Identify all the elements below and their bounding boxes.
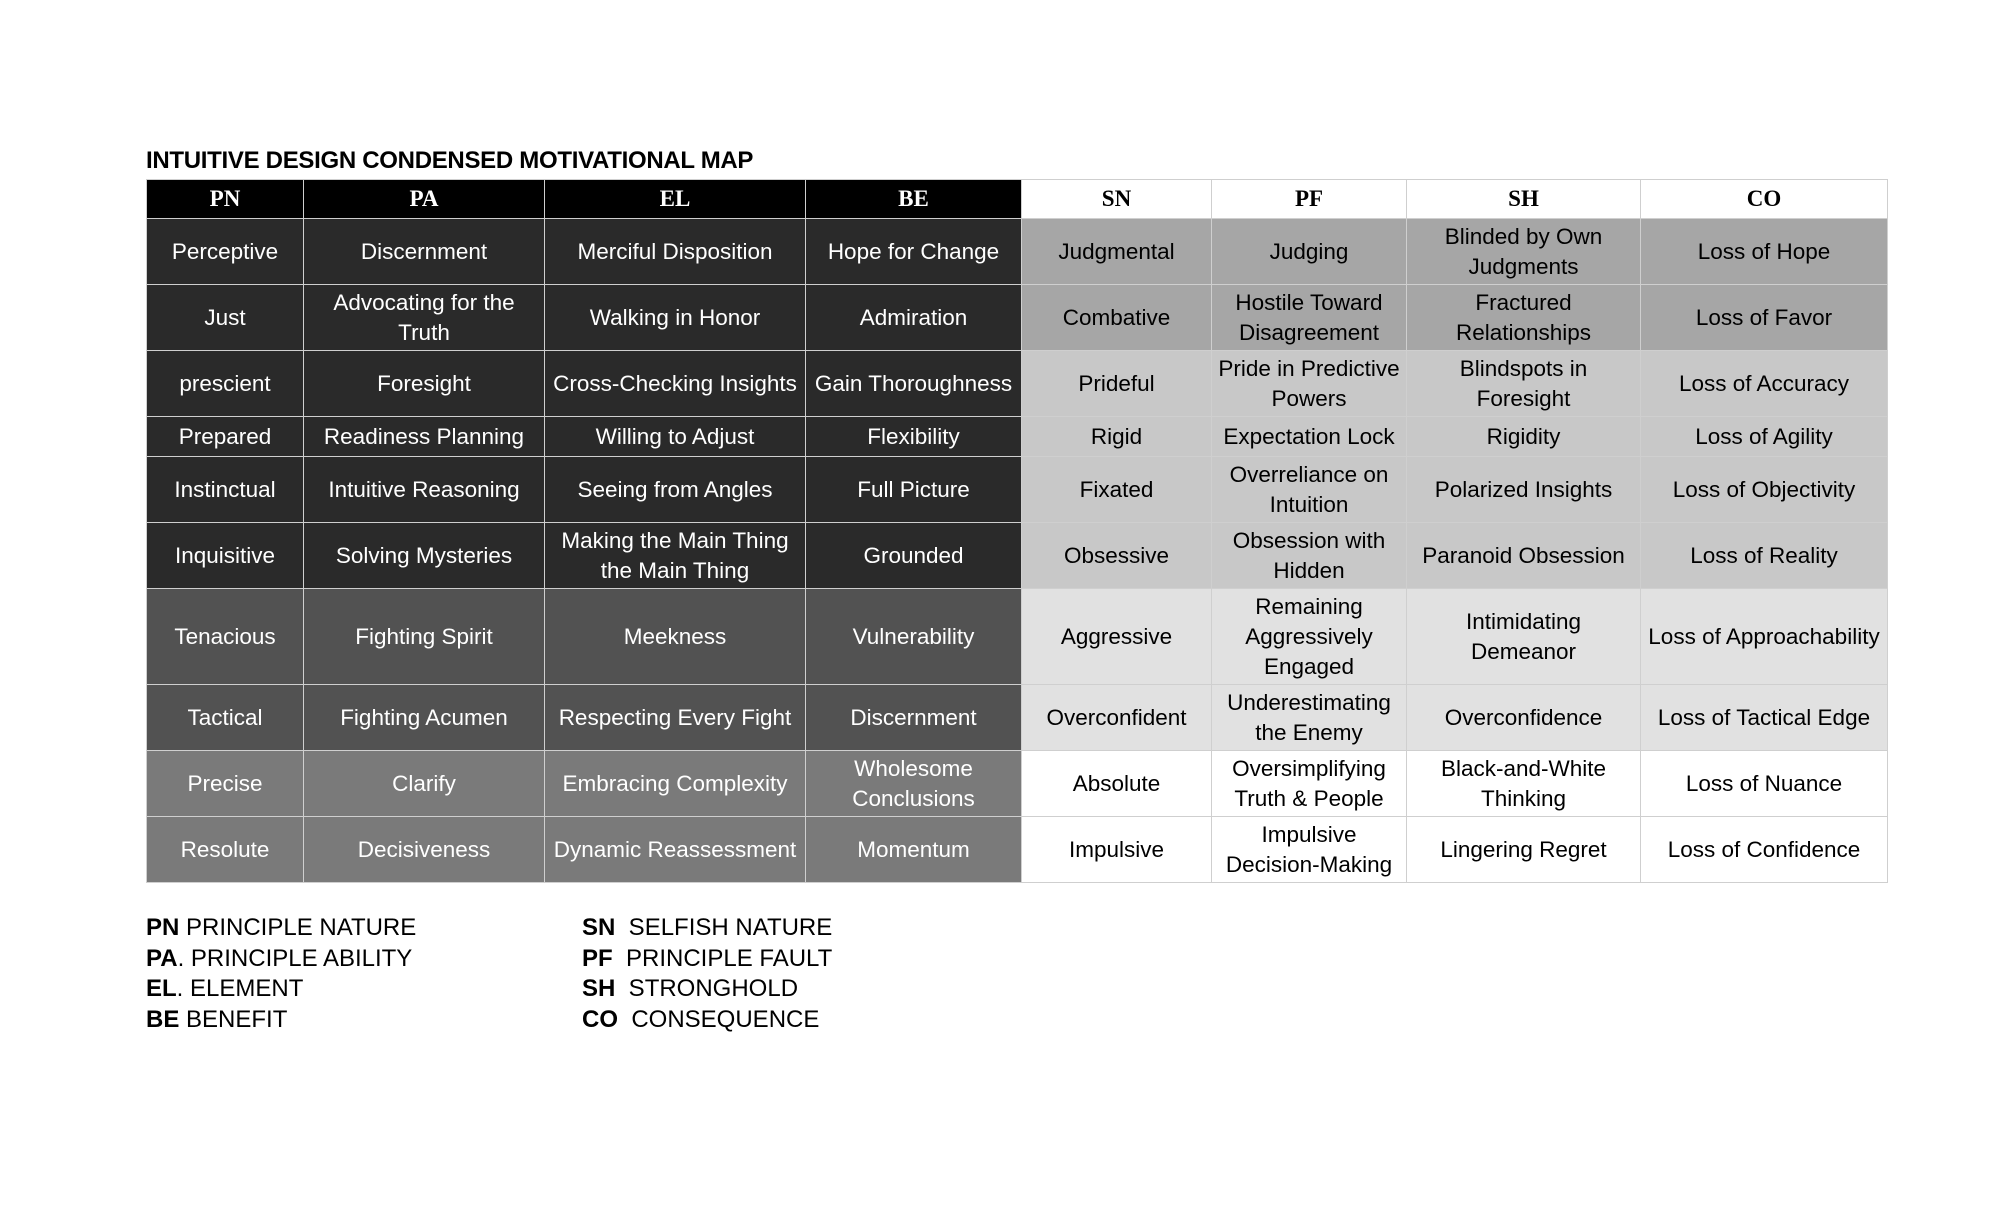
table-row bbox=[147, 285, 1888, 351]
legend-description: BENEFIT bbox=[179, 1005, 288, 1033]
legend-item bbox=[146, 974, 416, 1005]
legend-description: STRONGHOLD bbox=[615, 975, 799, 1002]
table-cell-pa: Advocating for the Truth bbox=[304, 285, 545, 351]
table-cell-el: Dynamic Reassessment bbox=[545, 817, 806, 883]
table-cell-sn: Combative bbox=[1022, 285, 1212, 351]
table-cell-sh: Lingering Regret bbox=[1407, 817, 1641, 883]
table-cell-sh: Polarized Insights bbox=[1407, 457, 1641, 523]
table-cell-pa: Decisiveness bbox=[304, 817, 545, 883]
table-cell-sh: Overconfidence bbox=[1407, 685, 1641, 751]
table-cell-pa: Intuitive Reasoning bbox=[304, 457, 545, 523]
table-cell-sh: Black-and-White Thinking bbox=[1407, 751, 1641, 817]
legend-right bbox=[582, 913, 832, 1035]
table-cell-co: Loss of Confidence bbox=[1641, 817, 1888, 883]
table-cell-pn: Perceptive bbox=[147, 219, 304, 285]
header-row bbox=[147, 180, 1888, 219]
table-cell-pf: Obsession with Hidden bbox=[1212, 523, 1407, 589]
table-cell-be: Wholesome Conclusions bbox=[806, 751, 1022, 817]
table-cell-co: Loss of Hope bbox=[1641, 219, 1888, 285]
legend-description: CONSEQUENCE bbox=[618, 1005, 820, 1033]
table-cell-el: Cross-Checking Insights bbox=[545, 351, 806, 417]
table-row bbox=[147, 685, 1888, 751]
table-cell-pa: Discernment bbox=[304, 219, 545, 285]
table-row bbox=[147, 417, 1888, 457]
table-cell-be: Momentum bbox=[806, 817, 1022, 883]
table-cell-sh: Intimidating Demeanor bbox=[1407, 589, 1641, 685]
table-cell-be: Vulnerability bbox=[806, 589, 1022, 685]
legend-left bbox=[146, 913, 416, 1035]
page-title: INTUITIVE DESIGN CONDENSED MOTIVATIONAL MAP bbox=[146, 147, 754, 174]
table-cell-co: Loss of Reality bbox=[1641, 523, 1888, 589]
legend-item bbox=[582, 1005, 832, 1036]
legend-abbreviation: PF bbox=[582, 944, 613, 972]
table-cell-el: Willing to Adjust bbox=[545, 417, 806, 457]
table-row bbox=[147, 589, 1888, 685]
table-cell-pf: Hostile Toward Disagreement bbox=[1212, 285, 1407, 351]
table-row bbox=[147, 351, 1888, 417]
table-cell-pf: Judging bbox=[1212, 219, 1407, 285]
legend-abbreviation: PN bbox=[146, 914, 180, 941]
column-header-sh: SH bbox=[1407, 180, 1641, 219]
table-cell-el: Seeing from Angles bbox=[545, 457, 806, 523]
column-header-el: EL bbox=[545, 180, 806, 219]
table-cell-pf: Underestimating the Enemy bbox=[1212, 685, 1407, 751]
table-cell-el: Making the Main Thing the Main Thing bbox=[545, 523, 806, 589]
table-cell-pn: Instinctual bbox=[147, 457, 304, 523]
table-cell-co: Loss of Agility bbox=[1641, 417, 1888, 457]
table-cell-sh: Fractured Relationships bbox=[1407, 285, 1641, 351]
legend-description: PRINCIPLE NATURE bbox=[179, 914, 417, 941]
table-cell-sh: Paranoid Obsession bbox=[1407, 523, 1641, 589]
table-cell-sn: Absolute bbox=[1022, 751, 1212, 817]
table-cell-co: Loss of Objectivity bbox=[1641, 457, 1888, 523]
table-cell-sn: Aggressive bbox=[1022, 589, 1212, 685]
table-cell-sn: Prideful bbox=[1022, 351, 1212, 417]
column-header-sn: SN bbox=[1022, 180, 1212, 219]
column-header-pn: PN bbox=[147, 180, 304, 219]
motivational-map-table bbox=[146, 179, 1888, 883]
table-cell-pa: Solving Mysteries bbox=[304, 523, 545, 589]
legend-abbreviation: BE bbox=[146, 1005, 180, 1033]
legend-abbreviation: EL bbox=[146, 975, 177, 1002]
table-cell-co: Loss of Approachability bbox=[1641, 589, 1888, 685]
table-cell-el: Embracing Complexity bbox=[545, 751, 806, 817]
table-row bbox=[147, 523, 1888, 589]
table-cell-be: Discernment bbox=[806, 685, 1022, 751]
table-cell-co: Loss of Tactical Edge bbox=[1641, 685, 1888, 751]
table-cell-co: Loss of Favor bbox=[1641, 285, 1888, 351]
table-cell-pf: Pride in Predictive Powers bbox=[1212, 351, 1407, 417]
table-row bbox=[147, 817, 1888, 883]
table-cell-pa: Readiness Planning bbox=[304, 417, 545, 457]
column-header-be: BE bbox=[806, 180, 1022, 219]
table-cell-be: Grounded bbox=[806, 523, 1022, 589]
column-header-co: CO bbox=[1641, 180, 1888, 219]
table-cell-be: Admiration bbox=[806, 285, 1022, 351]
table-cell-sn: Impulsive bbox=[1022, 817, 1212, 883]
table-cell-pa: Fighting Acumen bbox=[304, 685, 545, 751]
column-header-pa: PA bbox=[304, 180, 545, 219]
table-row bbox=[147, 219, 1888, 285]
table-cell-el: Walking in Honor bbox=[545, 285, 806, 351]
table-cell-pn: Inquisitive bbox=[147, 523, 304, 589]
table-cell-sn: Overconfident bbox=[1022, 685, 1212, 751]
table-cell-el: Respecting Every Fight bbox=[545, 685, 806, 751]
table-cell-pa: Clarify bbox=[304, 751, 545, 817]
table-cell-be: Full Picture bbox=[806, 457, 1022, 523]
legend-description: . ELEMENT bbox=[176, 975, 304, 1002]
legend-abbreviation: SH bbox=[582, 975, 616, 1002]
legend-description: PRINCIPLE FAULT bbox=[612, 944, 833, 972]
legend-abbreviation: PA bbox=[146, 944, 178, 972]
table-cell-be: Flexibility bbox=[806, 417, 1022, 457]
table-cell-sn: Obsessive bbox=[1022, 523, 1212, 589]
legend-item bbox=[146, 1005, 416, 1036]
table-cell-sh: Blindspots in Foresight bbox=[1407, 351, 1641, 417]
table-cell-el: Meekness bbox=[545, 589, 806, 685]
table-cell-pf: Overreliance on Intuition bbox=[1212, 457, 1407, 523]
legend-item bbox=[146, 944, 416, 975]
table-cell-pn: Tactical bbox=[147, 685, 304, 751]
table-cell-sn: Rigid bbox=[1022, 417, 1212, 457]
table-cell-pn: Just bbox=[147, 285, 304, 351]
table-cell-pn: Prepared bbox=[147, 417, 304, 457]
legend-item bbox=[582, 974, 832, 1005]
table-cell-pn: Resolute bbox=[147, 817, 304, 883]
table-cell-pf: Impulsive Decision-Making bbox=[1212, 817, 1407, 883]
table-cell-be: Hope for Change bbox=[806, 219, 1022, 285]
table-cell-be: Gain Thoroughness bbox=[806, 351, 1022, 417]
column-header-pf: PF bbox=[1212, 180, 1407, 219]
table-cell-pf: Expectation Lock bbox=[1212, 417, 1407, 457]
table-cell-pf: Oversimplifying Truth & People bbox=[1212, 751, 1407, 817]
legend-item bbox=[582, 913, 832, 944]
legend-abbreviation: SN bbox=[582, 914, 616, 941]
table-row bbox=[147, 457, 1888, 523]
table-cell-sn: Judgmental bbox=[1022, 219, 1212, 285]
legend-description: SELFISH NATURE bbox=[615, 914, 833, 941]
table-row bbox=[147, 751, 1888, 817]
table-cell-pn: Tenacious bbox=[147, 589, 304, 685]
legend-description: . PRINCIPLE ABILITY bbox=[177, 944, 413, 972]
table-cell-pa: Fighting Spirit bbox=[304, 589, 545, 685]
table-cell-co: Loss of Nuance bbox=[1641, 751, 1888, 817]
table-cell-pn: prescient bbox=[147, 351, 304, 417]
legend-item bbox=[582, 944, 832, 975]
table-cell-pf: Remaining Aggressively Engaged bbox=[1212, 589, 1407, 685]
legend-item bbox=[146, 913, 416, 944]
legend-abbreviation: CO bbox=[582, 1005, 618, 1033]
table-cell-co: Loss of Accuracy bbox=[1641, 351, 1888, 417]
table-body bbox=[147, 219, 1888, 883]
table-cell-sh: Rigidity bbox=[1407, 417, 1641, 457]
table-cell-sn: Fixated bbox=[1022, 457, 1212, 523]
table-cell-pn: Precise bbox=[147, 751, 304, 817]
table-cell-el: Merciful Disposition bbox=[545, 219, 806, 285]
table-cell-pa: Foresight bbox=[304, 351, 545, 417]
table-cell-sh: Blinded by Own Judgments bbox=[1407, 219, 1641, 285]
